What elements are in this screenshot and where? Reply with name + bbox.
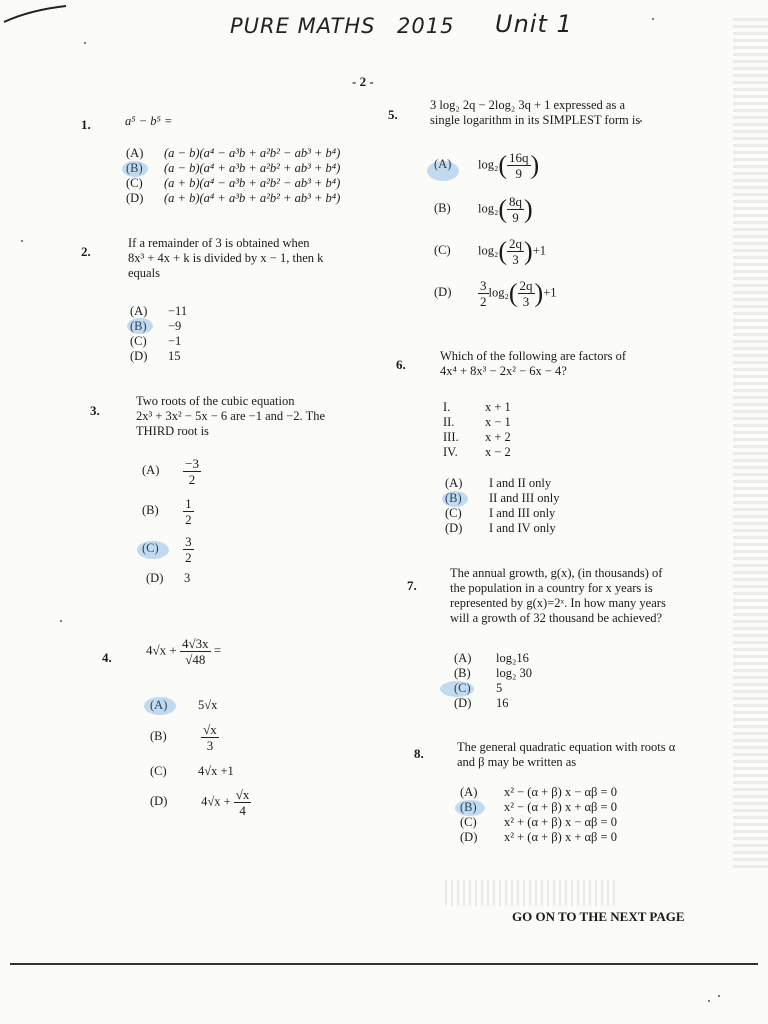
- q8-option-d[interactable]: (D) x² + (α + β) x + αβ = 0: [460, 830, 617, 844]
- answer-mark: [427, 161, 459, 181]
- answer-mark: [440, 681, 474, 697]
- q5-option-d[interactable]: (D) $\frac{3}{2}$ log₂( $\frac{2q}{3}$ )+1: [434, 278, 557, 309]
- fraction: $\frac{16q}{9}$: [509, 150, 529, 181]
- q4-stem: 4√x + $\frac{4√3x}{√48}$ =: [146, 636, 222, 667]
- fraction: $\frac{3}{2}$: [185, 534, 192, 565]
- fraction: $\frac{1}{2}$: [185, 496, 192, 527]
- q6-stem: Which of the following are factors of 4x⁴ + 8x³ − 2x² − 6x − 4?: [440, 349, 627, 378]
- q1-number: 1.: [81, 117, 91, 132]
- speck: [21, 240, 23, 242]
- fraction: $\frac{√x}{4}$: [235, 787, 250, 818]
- q1-option-c[interactable]: (C) (a + b)(a⁴ − a³b + a²b² − ab³ + b⁴): [126, 176, 341, 190]
- fraction: $\frac{-3}{2}$: [185, 456, 199, 487]
- speck: [708, 1000, 710, 1002]
- q3-option-a[interactable]: (A) $\frac{-3}{2}$: [142, 456, 199, 487]
- q2-option-d[interactable]: (D) 15: [130, 349, 181, 363]
- q2-stem: If a remainder of 3 is obtained when 8x³ + 4x + k is divided by x − 1, then k equals: [128, 236, 324, 280]
- q7-stem: The annual growth, g(x), (in thousands) of the population in a country for x years is represented by g(x)=2ˣ. In how many years will a growth of 32 thousand be achieved?: [450, 566, 666, 625]
- q5-stem: 3 log₂ 2q − 2log₂ 3q + 1 expressed as a single logarithm in its SIMPLEST form is: [430, 98, 641, 127]
- q6-options: [445, 476, 559, 536]
- list-item: IV. x − 2: [443, 445, 511, 459]
- q1-stem: a⁵ − b⁵ =: [125, 114, 173, 128]
- q4-option-d[interactable]: (D) 4√x + $\frac{√x}{4}$: [150, 787, 250, 818]
- answer-mark: [122, 161, 148, 177]
- q1-option-b[interactable]: (B) (a − b)(a⁴ + a³b + a²b² + ab³ + b⁴): [126, 161, 341, 175]
- q2-option-a[interactable]: (A) −11: [130, 304, 188, 318]
- q5-option-b[interactable]: (B) log₂( $\frac{8q}{9}$ ): [434, 194, 533, 225]
- q6-option-c[interactable]: (C) I and III only: [445, 506, 556, 520]
- q2-options: [130, 304, 187, 364]
- scan-edge-right: [733, 18, 768, 868]
- answer-mark: [455, 800, 485, 816]
- q1-option-a[interactable]: (A) (a − b)(a⁴ − a³b + a²b² − ab³ + b⁴): [126, 146, 341, 160]
- q8-option-b[interactable]: (B) x² − (α + β) x + αβ = 0: [460, 800, 617, 814]
- fraction: $\frac{3}{2}$: [480, 278, 487, 309]
- speck: [60, 620, 62, 622]
- header-year: 2015: [397, 14, 455, 38]
- q8-option-a[interactable]: (A) x² − (α + β) x − αβ = 0: [460, 785, 617, 799]
- header-subject: PURE MATHS: [230, 14, 376, 38]
- answer-mark: [442, 491, 468, 507]
- q3-option-c[interactable]: (C) $\frac{3}{2}$: [142, 534, 192, 565]
- q8-option-c[interactable]: (C) x² + (α + β) x − αβ = 0: [460, 815, 617, 829]
- q2-option-c[interactable]: (C) −1: [130, 334, 182, 348]
- q6-option-a[interactable]: (A) I and II only: [445, 476, 552, 490]
- q7-option-c[interactable]: (C) 5: [454, 681, 503, 695]
- q6-items: [443, 400, 511, 460]
- q4-option-a[interactable]: (A) 5√x: [150, 698, 218, 712]
- pen-stroke-top-left: [0, 0, 80, 30]
- page-divider: [10, 963, 758, 965]
- q8-options: [460, 785, 617, 845]
- q5-option-a[interactable]: (A) log₂( $\frac{16q}{9}$ ): [434, 150, 540, 181]
- q5-option-c[interactable]: (C) log₂( $\frac{2q}{3}$ )+1: [434, 236, 546, 267]
- q7-option-b[interactable]: (B) log₂ 30: [454, 666, 532, 680]
- q1-option-d[interactable]: (D) (a + b)(a⁴ + a³b + a²b² + ab³ + b⁴): [126, 191, 341, 205]
- q7-options: [454, 651, 532, 711]
- page-number: - 2 -: [352, 74, 374, 89]
- q7-number: 7.: [407, 578, 417, 593]
- q8-stem: The general quadratic equation with roots α and β may be written as: [457, 740, 676, 769]
- speck: [640, 120, 642, 122]
- q6-option-b[interactable]: (B) II and III only: [445, 491, 560, 505]
- q4-option-b[interactable]: (B) $\frac{√x}{3}$: [150, 722, 217, 753]
- speck: [652, 18, 654, 20]
- fraction: $\frac{2q}{3}$: [509, 236, 523, 267]
- q2-option-b[interactable]: (B) −9: [130, 319, 182, 333]
- header-unit: Unit 1: [495, 10, 573, 38]
- q2-number: 2.: [81, 244, 91, 259]
- list-item: III. x + 2: [443, 430, 511, 444]
- q1-options: [126, 146, 340, 206]
- q4-number: 4.: [102, 650, 112, 665]
- fraction: $\frac{2q}{3}$: [519, 278, 533, 309]
- q3-number: 3.: [90, 403, 100, 418]
- q6-option-d[interactable]: (D) I and IV only: [445, 521, 556, 535]
- speck: [718, 995, 720, 997]
- fraction: $\frac{8q}{9}$: [509, 194, 523, 225]
- q3-stem: Two roots of the cubic equation 2x³ + 3x² − 5x − 6 are −1 and −2. The THIRD root is: [136, 394, 326, 438]
- q3-option-d[interactable]: (D) 3: [146, 571, 191, 585]
- q8-number: 8.: [414, 746, 424, 761]
- list-item: II. x − 1: [443, 415, 511, 429]
- answer-mark: [137, 541, 169, 559]
- scan-smudge: [445, 880, 615, 906]
- q5-number: 5.: [388, 107, 398, 122]
- fraction: $\frac{√x}{3}$: [203, 722, 217, 753]
- answer-mark: [144, 697, 176, 715]
- q7-option-a[interactable]: (A) log₂16: [454, 651, 529, 665]
- q7-option-d[interactable]: (D) 16: [454, 696, 509, 710]
- speck: [84, 42, 86, 44]
- next-page-note: GO ON TO THE NEXT PAGE: [512, 909, 685, 924]
- list-item: I. x + 1: [443, 400, 511, 414]
- q6-number: 6.: [396, 357, 406, 372]
- fraction: $\frac{4√3x}{√48}$: [181, 636, 209, 667]
- answer-mark: [127, 318, 153, 334]
- q3-option-b[interactable]: (B) $\frac{1}{2}$: [142, 496, 192, 527]
- q4-option-c[interactable]: (C) 4√x +1: [150, 764, 234, 778]
